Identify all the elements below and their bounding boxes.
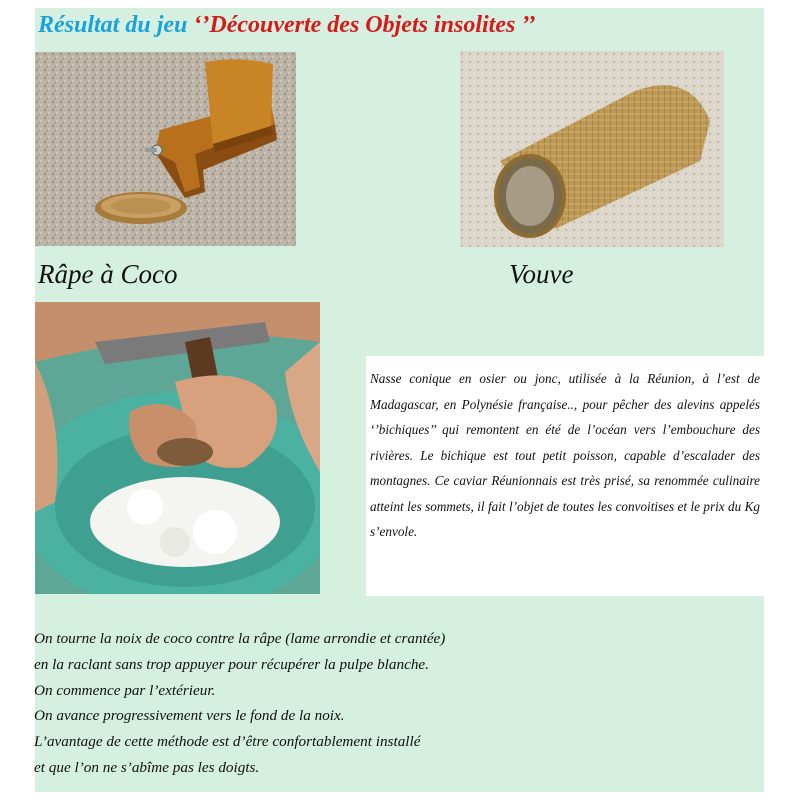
instruction-line: On avance progressivement vers le fond de la noix. [34,707,345,725]
title-game-name: ‘’Découverte des Objets insolites ’’ [193,12,536,38]
vouve-description: Nasse conique en osier ou jonc, utilisée à la Réunion, à l’est de Madagascar, en Polynésie française.., pour pêcher des alevins appelés ‘’bichiques’’ qui remontent en été de l’océan vers l’embouchure des rivières. Le bichique est tout petit poisson, capable d’escalader des montagnes. Ce caviar Réunionnais est très prisé, sa renommée culinaire atteint les sommets, il fait l’objet de toutes les convoitises et le prix du Kg s’envole. [370,371,760,539]
instructions-block [34,626,594,781]
rape-photo [35,52,296,246]
instruction-line: On commence par l’extérieur. [34,681,216,699]
vouve-description-box [366,356,764,596]
vouve-caption: Vouve [509,259,574,289]
grating-photo [35,302,320,594]
page-title [38,8,536,42]
instruction-line: L’avantage de cette méthode est d’être confortablement installé [34,733,421,751]
title-prefix: Résultat du jeu [38,12,194,38]
rape-caption: Râpe à Coco [38,259,178,289]
instruction-line: On tourne la noix de coco contre la râpe (lame arrondie et crantée) [34,630,446,647]
vouve-photo [460,51,724,247]
instruction-line: en la raclant sans trop appuyer pour récupérer la pulpe blanche. [34,655,429,673]
instruction-line: et que l’on ne s’abîme pas les doigts. [34,758,260,776]
